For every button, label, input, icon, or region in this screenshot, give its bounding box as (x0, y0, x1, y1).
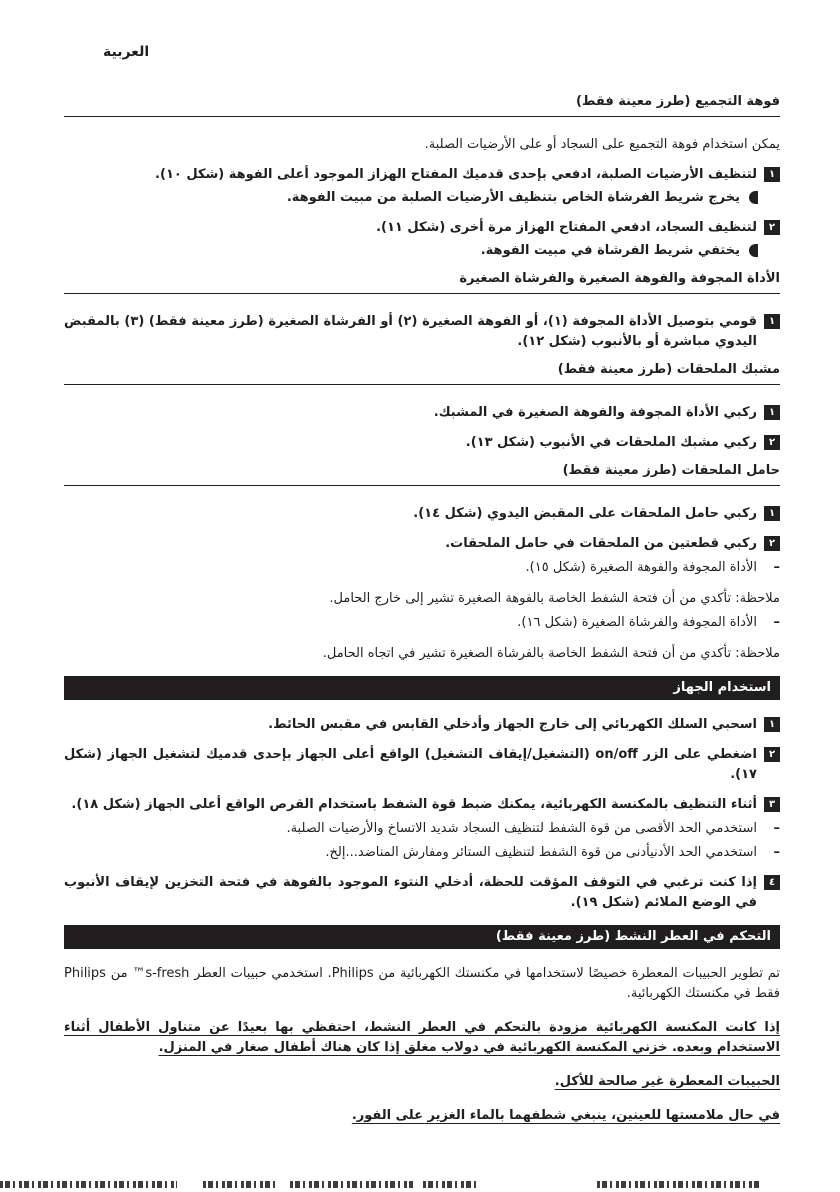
print-artifact-segment (290, 1181, 413, 1188)
dash-list-item (64, 558, 780, 578)
dash-list-item (64, 819, 780, 839)
print-artifact-segment (203, 1181, 277, 1188)
step-text: ركبي حامل الملحقات على المقبض اليدوي (شكل ١٤). (413, 506, 757, 521)
print-artifact-segment (423, 1181, 477, 1188)
step-text: لتنظيف السجاد، ادفعي المفتاح الهزاز مرة أخرى (شكل ١١). (376, 220, 757, 235)
step-number-marker: ٤ (764, 875, 780, 890)
instruction-step (64, 312, 780, 352)
section-bar-heading: التحكم في العطر النشط (طرز معينة فقط) (64, 925, 780, 949)
print-artifact-segment (0, 1181, 177, 1188)
result-item (64, 188, 780, 208)
note-text: ملاحظة: تأكدي من أن فتحة الشفط الخاصة بالفوهة الصغيرة تشير إلى خارج الحامل. (329, 591, 780, 606)
step-text: إذا كنت ترغبي في التوقف المؤقت للحظة، أدخلي النتوء الموجود بالفوهة في فتحة التخزين لإيقاف الأنبوب في الوضع الملائم (شكل ١٩). (64, 875, 757, 910)
result-text: يخرج شريط الفرشاة الخاص بتنظيف الأرضيات الصلبة من مبيت الفوهة. (286, 190, 740, 205)
section-heading: فوهة التجميع (طرز معينة فقط) (64, 92, 780, 117)
step-text: ركبي الأداة المجوفة والفوهة الصغيرة في المشبك. (433, 405, 757, 420)
step-number-marker: ١ (764, 405, 780, 420)
dash-item-text: الأداة المجوفة والفرشاة الصغيرة (شكل ١٦). (517, 615, 757, 630)
warning-text: الحبيبات المعطرة غير صالحة للأكل. (554, 1074, 780, 1089)
page-content (64, 0, 780, 1126)
step-number-marker: ٣ (764, 797, 780, 812)
step-number-marker: ١ (764, 314, 780, 329)
dash-bullet: – (773, 821, 780, 836)
step-text: أثناء التنظيف بالمكنسة الكهربائية، يمكنك ضبط قوة الشفط باستخدام القرص الواقع أعلى الجهاز (شكل ١٨). (71, 797, 757, 812)
step-text: ركبي مشبك الملحقات في الأنبوب (شكل ١٣). (465, 435, 757, 450)
instruction-step (64, 433, 780, 453)
step-text: ركبي قطعتين من الملحقات في حامل الملحقات. (445, 536, 757, 551)
step-number-marker: ١ (764, 167, 780, 182)
step-number-marker: ٢ (764, 747, 780, 762)
instruction-step (64, 165, 780, 185)
page-language-label: العربية (103, 44, 150, 60)
section (64, 360, 780, 453)
instruction-step (64, 218, 780, 238)
dash-bullet: – (773, 615, 780, 630)
section (64, 269, 780, 352)
step-number-marker: ٢ (764, 435, 780, 450)
section-heading: الأداة المجوفة والفوهة الصغيرة والفرشاة الصغيرة (64, 269, 780, 294)
section (64, 92, 780, 261)
section (64, 676, 780, 913)
page-edge-print-artifact (0, 1181, 840, 1190)
result-bullet-icon (749, 191, 758, 204)
instruction-step (64, 403, 780, 423)
dash-item-text: استخدمي الحد الأدنيأدنى من قوة الشفط لتنظيف الستائر ومفارش المناضد...إلخ. (325, 845, 757, 860)
step-number-marker: ٢ (764, 220, 780, 235)
step-text: اسحبي السلك الكهربائي إلى خارج الجهاز وأدخلي القابس في مقبس الحائط. (268, 717, 757, 732)
instruction-step (64, 873, 780, 913)
warning-text: إذا كانت المكنسة الكهربائية مزودة بالتحكم في العطر النشط، احتفظي بها بعيدًا عن متناول الأطفال أثناء الاستخدام وبعده. خزني المكنسة الكهربائية في دولاب مغلق إذا كان هناك أطفال صغار في المنزل. (64, 1020, 780, 1055)
result-item (64, 241, 780, 261)
body-paragraph: يمكن استخدام فوهة التجميع على السجاد أو على الأرضيات الصلبة. (424, 137, 780, 152)
print-artifact-segment (597, 1181, 760, 1188)
body-paragraph: تم تطوير الحبيبات المعطرة خصيصًا لاستخدامها في مكنستك الكهربائية من Philips. استخدمي حبيبات العطر s-fresh™ من Philips فقط في مكنستك الكهربائية. (64, 966, 780, 1001)
dash-item-text: الأداة المجوفة والفوهة الصغيرة (شكل ١٥). (525, 560, 757, 575)
section (64, 925, 780, 1126)
section-heading: مشبك الملحقات (طرز معينة فقط) (64, 360, 780, 385)
warning-text: في حال ملامستها للعينين، ينبغي شطفهما بالماء الغزير على الفور. (351, 1108, 780, 1123)
step-number-marker: ١ (764, 506, 780, 521)
note-text: ملاحظة: تأكدي من أن فتحة الشفط الخاصة بالفرشاة الصغيرة تشير في اتجاه الحامل. (322, 646, 780, 661)
dash-bullet: – (773, 845, 780, 860)
step-text: قومي بتوصيل الأداة المجوفة (١)، أو الفوهة الصغيرة (٢) أو الفرشاة الصغيرة (طرز معينة فقط) (٣) بالمقبض اليدوي مباشرة أو بالأنبوب (شكل ١٢). (64, 314, 757, 349)
dash-list-item (64, 613, 780, 633)
instruction-step (64, 504, 780, 524)
result-bullet-icon (749, 244, 758, 257)
result-text: يختفي شريط الفرشاة في مبيت الفوهة. (480, 243, 740, 258)
dash-bullet: – (773, 560, 780, 575)
step-number-marker: ١ (764, 717, 780, 732)
dash-list-item (64, 843, 780, 863)
section-heading: حامل الملحقات (طرز معينة فقط) (64, 461, 780, 486)
instruction-step (64, 745, 780, 785)
step-text: لتنظيف الأرضيات الصلبة، ادفعي بإحدى قدميك المفتاح الهزاز الموجود أعلى الفوهة (شكل ١٠). (155, 167, 757, 182)
step-text: اضغطي على الزر on/off (التشغيل/إيقاف التشغيل) الواقع أعلى الجهاز بإحدى قدميك لتشغيل الجهاز (شكل ١٧). (64, 747, 757, 782)
instruction-step (64, 534, 780, 554)
instruction-step (64, 715, 780, 735)
section-bar-heading: استخدام الجهاز (64, 676, 780, 700)
dash-item-text: استخدمي الحد الأقصى من قوة الشفط لتنظيف السجاد شديد الاتساخ والأرضيات الصلبة. (286, 821, 757, 836)
section (64, 461, 780, 664)
step-number-marker: ٢ (764, 536, 780, 551)
instruction-step (64, 795, 780, 815)
